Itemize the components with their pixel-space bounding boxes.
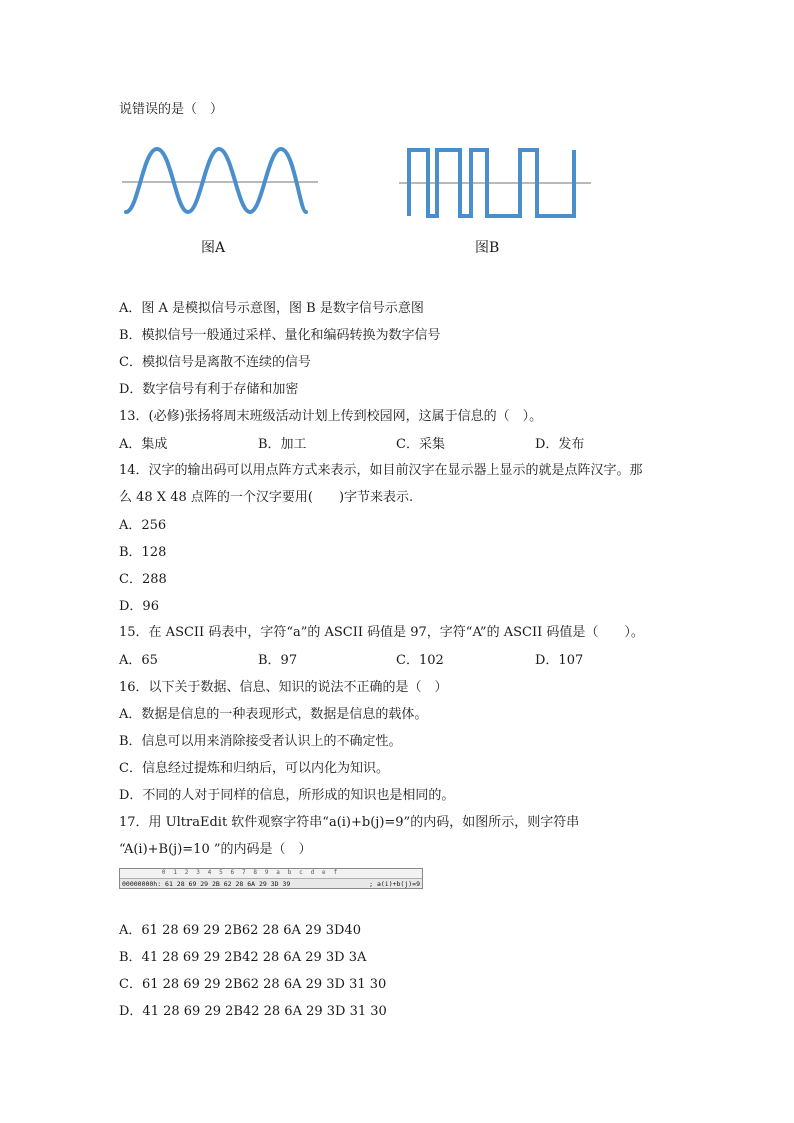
q16-option-d[interactable]: D．不同的人对于同样的信息，所形成的知识也是相同的。: [119, 788, 455, 803]
question-16-stem: 16．以下关于数据、信息、知识的说法不正确的是（ ）: [119, 680, 448, 695]
question-13-stem: 13．(必修)张扬将周末班级活动计划上传到校园网，这属于信息的（ ）。: [119, 409, 543, 424]
q16-option-b[interactable]: B．信息可以用来消除接受者认识上的不确定性。: [119, 734, 402, 749]
hex-data-row: [120, 878, 422, 889]
q15-option-a[interactable]: A．65: [119, 653, 158, 668]
q16-option-c[interactable]: C．信息经过提炼和归纳后，可以内化为知识。: [119, 761, 389, 776]
q15-option-c[interactable]: C．102: [396, 653, 444, 668]
q15-option-b[interactable]: B．97: [258, 653, 298, 668]
ultraedit-hex-view: [119, 868, 423, 889]
figure-b-caption: 图B: [475, 240, 500, 256]
q14-option-a[interactable]: A．256: [119, 518, 167, 533]
q14-option-b[interactable]: B．128: [119, 545, 167, 560]
digital-signal-figure: [397, 140, 594, 222]
q12-option-d[interactable]: D．数字信号有利于存储和加密: [119, 382, 299, 397]
q17-option-a[interactable]: A．61 28 69 29 2B62 28 6A 29 3D40: [119, 923, 361, 938]
q17-option-c[interactable]: C．61 28 69 29 2B62 28 6A 29 3D 31 30: [119, 977, 387, 992]
question-15-stem: 15．在 ASCII 码表中，字符“a”的 ASCII 码值是 97，字符“A”的 ASCII 码值是（ ）。: [119, 625, 644, 640]
q15-option-d[interactable]: D．107: [535, 653, 584, 668]
q12-option-b[interactable]: B．模拟信号一般通过采样、量化和编码转换为数字信号: [119, 328, 441, 343]
q12-option-c[interactable]: C．模拟信号是离散不连续的信号: [119, 355, 311, 370]
question-14-stem-line2: 么 48 X 48 点阵的一个汉字要用( )字节来表示.: [119, 490, 414, 505]
question-12-stem-tail: 说错误的是（ ）: [119, 102, 224, 117]
hex-bytes: 00000000h: 61 28 69 29 2B 62 28 6A 29 3D 39: [122, 880, 291, 888]
q14-option-c[interactable]: C．288: [119, 572, 167, 587]
question-17-stem-line1: 17．用 UltraEdit 软件观察字符串“a(i)+b(j)=9”的内码，如图所示，则字符串: [119, 815, 580, 830]
sine-wave: [126, 149, 306, 212]
analog-signal-figure: [118, 140, 323, 222]
hex-ascii-text: ; a(i)+b(j)=9: [369, 880, 420, 888]
q13-option-c[interactable]: C．采集: [396, 437, 445, 452]
q12-option-a[interactable]: A．图 A 是模拟信号示意图，图 B 是数字信号示意图: [119, 301, 424, 316]
q14-option-d[interactable]: D．96: [119, 599, 159, 614]
q13-option-a[interactable]: A．集成: [119, 437, 168, 452]
q17-option-b[interactable]: B．41 28 69 29 2B42 28 6A 29 3D 3A: [119, 950, 367, 965]
hex-column-ruler: 0 1 2 3 4 5 6 7 8 9 a b c d e f: [120, 869, 338, 876]
q13-option-b[interactable]: B．加工: [258, 437, 307, 452]
q17-option-d[interactable]: D．41 28 69 29 2B42 28 6A 29 3D 31 30: [119, 1004, 387, 1019]
question-17-stem-line2: “A(i)+B(j)=10 ”的内码是（ ）: [119, 842, 312, 857]
q16-option-a[interactable]: A．数据是信息的一种表现形式，数据是信息的载体。: [119, 707, 428, 722]
figure-a-caption: 图A: [201, 240, 226, 256]
q13-option-d[interactable]: D．发布: [535, 437, 585, 452]
question-14-stem-line1: 14．汉字的输出码可以用点阵方式来表示，如目前汉字在显示器上显示的就是点阵汉字。那: [119, 463, 643, 478]
